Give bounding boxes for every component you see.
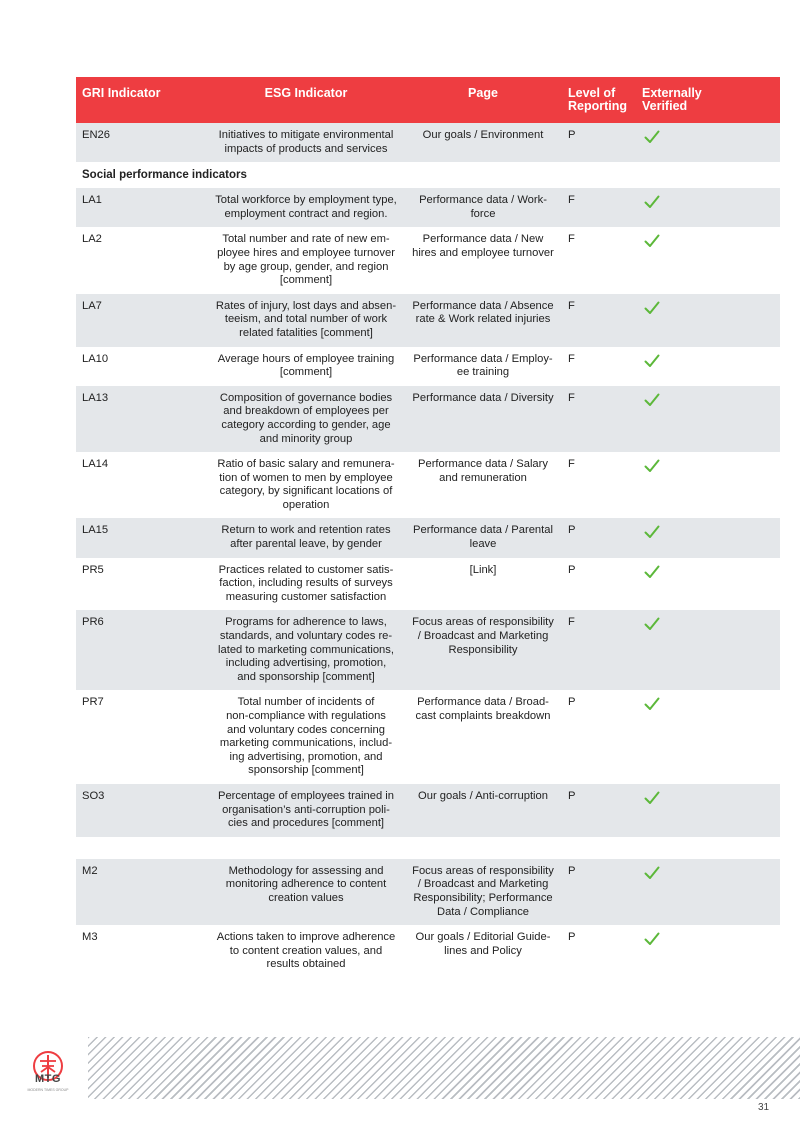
page-line: cast complaints breakdown (415, 710, 551, 722)
page-line: Performance data / New (422, 233, 544, 246)
reporting-level: F (568, 233, 575, 246)
gri-code: LA14 (82, 458, 109, 471)
page-line: Performance data / Diversity (412, 391, 554, 404)
page-line: / Broadcast and Marketing (417, 630, 549, 643)
reporting-level: F (568, 194, 575, 207)
esg-line: category, by significant locations of (219, 485, 393, 498)
gri-code: LA7 (82, 299, 102, 312)
esg-line: after parental leave, by gender (230, 538, 382, 551)
header-esg: ESG Indicator (264, 86, 348, 100)
esg-line: Practices related to customer satis- (218, 563, 394, 576)
checkmark-icon (644, 459, 660, 473)
reporting-level: F (568, 616, 575, 629)
checkmark-icon (644, 525, 660, 539)
table-row (76, 452, 780, 518)
esg-line: Average hours of employee training (217, 352, 395, 365)
table-row (76, 518, 780, 557)
verified-cell (642, 696, 722, 716)
page-line: rate & Work related injuries (415, 313, 551, 326)
header-page: Page (468, 86, 498, 100)
logo-wordmark: MTG (35, 1073, 61, 1085)
page-line: Our goals / Anti-corruption (418, 789, 548, 802)
page-line: Our goals / Editorial Guide- (415, 931, 551, 944)
table-row (76, 859, 780, 925)
checkmark-icon (644, 565, 660, 579)
page-reference (404, 790, 562, 804)
esg-line: results obtained (266, 958, 346, 971)
page-line: ee training (456, 366, 510, 379)
checkmark-icon (644, 932, 660, 946)
checkmark-icon (644, 617, 660, 631)
reporting-level: F (568, 352, 575, 365)
table-row (76, 227, 780, 293)
verified-cell (642, 458, 722, 478)
section-social-heading: Social performance indicators (76, 162, 780, 188)
esg-line: teeism, and total number of work (224, 313, 388, 326)
checkmark-icon (644, 393, 660, 407)
esg-line: non-compliance with regulations (226, 710, 386, 722)
page-line: Focus areas of responsibility (412, 864, 554, 877)
page-line: Our goals / Environment (422, 129, 544, 141)
gri-code: LA2 (82, 233, 102, 246)
esg-line: lated to marketing communications, (218, 643, 394, 656)
page-line: Performance data / Parental (413, 524, 553, 537)
reporting-level: F (568, 391, 575, 404)
checkmark-icon (644, 195, 660, 209)
esg-description (208, 194, 404, 221)
esg-description (208, 865, 404, 906)
esg-line: ployee hires and employee turnover (217, 246, 395, 259)
checkmark-icon (644, 234, 660, 248)
page-reference (404, 194, 562, 221)
reporting-level: F (568, 299, 575, 312)
esg-line: faction, including results of surveys (219, 577, 393, 590)
page-line: lines and Policy (444, 944, 522, 957)
table-row (76, 188, 780, 227)
verified-cell (642, 300, 722, 320)
esg-line: sponsorship [comment] (248, 764, 364, 777)
gri-index-table (76, 77, 780, 978)
esg-line: and sponsorship [comment] (237, 670, 375, 683)
reporting-level: F (568, 458, 575, 471)
esg-description (208, 458, 404, 512)
table-row (76, 558, 780, 611)
esg-line: operation (282, 498, 330, 511)
esg-line: measuring customer satisfaction (225, 590, 387, 603)
verified-cell (642, 524, 722, 544)
gri-code: M2 (82, 864, 98, 877)
gri-code: SO3 (82, 789, 105, 802)
table-row (76, 294, 780, 347)
page-line: hires and employee turnover (412, 246, 554, 259)
esg-line: related fatalities [comment] (239, 326, 373, 339)
verified-cell (642, 233, 722, 253)
esg-line: Actions taken to improve adherence (216, 931, 396, 944)
esg-line: Programs for adherence to laws, (225, 616, 387, 629)
esg-description (208, 790, 404, 831)
footer-hatch-band (88, 1037, 800, 1099)
checkmark-icon (644, 791, 660, 805)
page-reference (404, 696, 562, 723)
table-row (76, 123, 780, 162)
esg-line: Composition of governance bodies (219, 391, 393, 404)
page-reference (404, 458, 562, 485)
checkmark-icon (644, 866, 660, 880)
page-reference (404, 392, 562, 406)
table-header (76, 77, 780, 123)
esg-line: Total number of incidents of (237, 696, 375, 709)
verified-cell (642, 194, 722, 214)
gri-code: PR7 (82, 696, 104, 709)
verified-cell (642, 392, 722, 412)
esg-line: impacts of products and services (224, 142, 388, 155)
esg-description (208, 129, 404, 156)
checkmark-icon (644, 301, 660, 315)
esg-line: creation values (268, 891, 344, 904)
page-line: leave (469, 538, 497, 551)
page-line: Performance data / Absence (412, 299, 554, 312)
gri-code: PR6 (82, 616, 104, 629)
esg-line: category according to gender, age (221, 418, 391, 431)
esg-line: [comment] (279, 366, 333, 379)
verified-cell (642, 564, 722, 584)
table-row (76, 690, 780, 784)
page-line: force (470, 207, 496, 220)
gri-code: LA13 (82, 391, 109, 404)
page-line: Focus areas of responsibility (412, 616, 554, 629)
table-row (76, 925, 780, 978)
table-row (76, 610, 780, 690)
page-line: Responsibility (448, 643, 518, 656)
checkmark-icon (644, 697, 660, 711)
esg-description (208, 616, 404, 684)
esg-description (208, 696, 404, 778)
verified-cell (642, 353, 722, 373)
page-reference (404, 300, 562, 327)
verified-cell (642, 129, 722, 149)
checkmark-icon (644, 130, 660, 144)
esg-description (208, 564, 404, 605)
verified-cell (642, 790, 722, 810)
page-reference (404, 564, 562, 578)
reporting-level: P (568, 563, 576, 576)
reporting-level: P (568, 789, 576, 802)
esg-line: Total number and rate of new em- (222, 233, 390, 246)
verified-cell (642, 931, 722, 951)
esg-line: standards, and voluntary codes re- (219, 630, 393, 643)
reporting-level: P (568, 931, 576, 944)
verified-cell (642, 616, 722, 636)
esg-line: employment contract and region. (224, 207, 388, 220)
page-line: Performance data / Employ- (413, 352, 553, 365)
page-reference (404, 233, 562, 260)
page-reference (404, 524, 562, 551)
logo-subtitle: MODERN TIMES GROUP (27, 1088, 69, 1092)
gri-code: PR5 (82, 563, 104, 576)
page-line: Performance data / Broad- (417, 696, 549, 709)
esg-line: Initiatives to mitigate environmental (218, 129, 394, 141)
gri-code: EN26 (82, 129, 110, 141)
esg-line: Percentage of employees trained in (217, 789, 394, 802)
esg-description (208, 931, 404, 972)
table-row (76, 386, 780, 452)
reporting-level: P (568, 696, 576, 709)
page-line: and remuneration (439, 471, 527, 484)
verified-cell (642, 865, 722, 885)
esg-line: and minority group (259, 432, 353, 445)
esg-line: Return to work and retention rates (221, 524, 391, 537)
gri-code: LA1 (82, 194, 102, 207)
esg-line: ing advertising, promotion, and (229, 750, 383, 763)
reporting-level: P (568, 129, 576, 141)
esg-line: Rates of injury, lost days and absen- (215, 299, 397, 312)
gri-code: M3 (82, 931, 98, 944)
esg-line: tion of women to men by employee (219, 471, 393, 484)
rows-bottom (76, 859, 780, 978)
page-reference (404, 129, 562, 143)
page-reference (404, 931, 562, 958)
gri-code: LA15 (82, 524, 109, 537)
page-line: Performance data / Salary (418, 458, 548, 471)
page-line: Responsibility; Performance (413, 891, 553, 904)
table-gap (76, 837, 780, 859)
esg-line: Methodology for assessing and (228, 864, 384, 877)
header-level: Level of Reporting (568, 86, 628, 113)
esg-line: [comment] (279, 274, 333, 287)
reporting-level: P (568, 524, 576, 537)
esg-description (208, 233, 404, 287)
esg-line: and breakdown of employees per (223, 405, 389, 418)
esg-line: including advertising, promotion, (225, 657, 387, 670)
page-line: [Link] (469, 563, 497, 576)
page-number: 31 (758, 1102, 770, 1113)
page-reference (404, 616, 562, 657)
esg-line: marketing communications, includ- (219, 737, 393, 750)
esg-description (208, 353, 404, 380)
esg-line: organisation’s anti-corruption poli- (222, 803, 390, 816)
rows-social (76, 188, 780, 837)
page-line: Performance data / Work- (419, 194, 547, 207)
table-row (76, 784, 780, 837)
esg-line: monitoring adherence to content (225, 878, 387, 891)
header-verified: Externally Verified (642, 86, 702, 113)
esg-line: by age group, gender, and region (223, 260, 389, 273)
gri-code: LA10 (82, 352, 109, 365)
esg-description (208, 524, 404, 551)
esg-line: cies and procedures [comment] (227, 817, 385, 830)
reporting-level: P (568, 864, 576, 877)
header-gri: GRI Indicator (82, 86, 161, 100)
page-line: Data / Compliance (436, 905, 530, 918)
esg-line: to content creation values, and (229, 944, 383, 957)
table-row (76, 347, 780, 386)
esg-line: Ratio of basic salary and remunera- (217, 458, 395, 471)
checkmark-icon (644, 354, 660, 368)
esg-line: and voluntary codes concerning (227, 723, 385, 736)
page-reference (404, 353, 562, 380)
rows-top (76, 123, 780, 162)
esg-line: Total workforce by employment type, (215, 194, 397, 207)
esg-description (208, 392, 404, 446)
page-reference (404, 865, 562, 919)
esg-description (208, 300, 404, 341)
page-line: / Broadcast and Marketing (417, 878, 549, 891)
